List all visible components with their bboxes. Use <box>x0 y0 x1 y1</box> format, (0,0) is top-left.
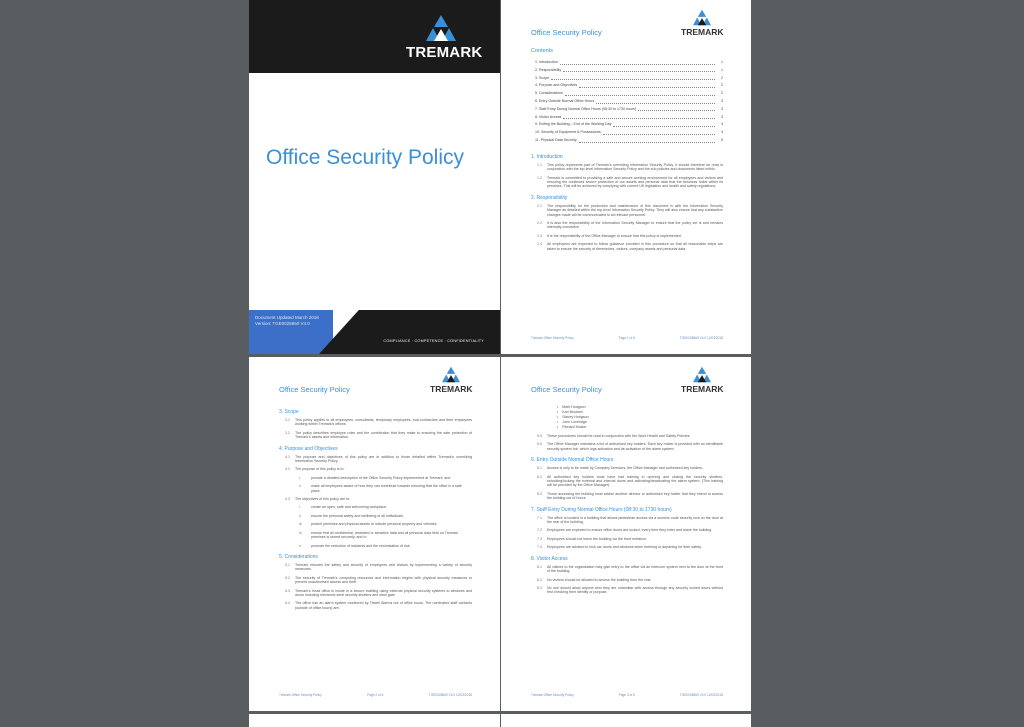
paragraph-text: Employees are advised to lock car doors and windows when entering or departing for their safety. <box>547 545 702 550</box>
paragraph-number: 1.1 <box>537 162 542 167</box>
sub-item-number: v. <box>299 543 302 548</box>
toc-item[interactable] <box>531 90 723 98</box>
page-header-logo <box>681 9 723 37</box>
paragraph <box>279 418 472 427</box>
contact-item: • John Loveridge <box>557 420 723 425</box>
paragraph-number: 3.1 <box>285 418 290 422</box>
contents-heading: Contents <box>531 48 554 54</box>
toc-item-page: 3 <box>721 98 723 103</box>
paragraph-text: The objectives of this policy are to: <box>295 497 351 502</box>
next-page-left <box>249 714 500 727</box>
toc-item[interactable] <box>531 98 723 106</box>
sub-item-number: i. <box>299 505 301 510</box>
paragraph-text: This policy represents part of Tremark's overriding Information Security Policy. It should therefore be read in conjunction with the top-level Information Security Policy and the sub policies and documents listed within. <box>547 162 723 172</box>
toc-item-page: 1 <box>721 67 723 72</box>
contact-list <box>531 405 723 430</box>
page-footer <box>279 693 472 697</box>
toc-item-label: 7. Staff Entry During Normal Office Hours (08:30 to 1730 hours) <box>535 106 637 111</box>
paragraph-number: 3.2 <box>285 430 290 435</box>
paragraph <box>531 466 723 470</box>
paragraph-text: No visitors should be allowed to access the building from the rear. <box>547 577 652 582</box>
toc-item-page: 2 <box>721 83 723 88</box>
paragraph <box>531 516 723 525</box>
cover-page <box>249 0 500 354</box>
page-header-brand: TREMARK <box>681 384 724 394</box>
tremark-logo-icon <box>426 14 456 42</box>
toc-item-label: 2. Responsibility <box>535 67 562 72</box>
paragraph-text: The security of Tremark's computing resources and information begins with physical security measures to prevent unauthorised access and theft. <box>295 575 472 585</box>
toc-item-page: 2 <box>721 75 723 80</box>
contact-item: • Mark Hodgson <box>557 405 723 410</box>
sub-item <box>299 476 472 480</box>
sub-item-text: protect premises and physical assets to include personal property and vehicles; <box>311 522 438 527</box>
paragraph-text: Those accessing the building must advise another director or authorised key holder that they intend to access the building out of hours. <box>547 491 723 501</box>
policy-page-3 <box>501 357 751 711</box>
paragraph-text: All authorised key holders must have had training in opening and closing the security shutters, unlocking/locking the external and internal doors and activating/deactivating the alarm system. (This training will be provided by the Office Manager). <box>547 474 723 488</box>
paragraph-number: 7.4 <box>537 545 542 550</box>
cover-logo <box>406 14 483 61</box>
paragraph-number: 8.3 <box>537 585 542 590</box>
paragraph-text: This policy applies to all employees, consultants, temporary employees, sub-contractors and their employees working within Tremark's offices. <box>295 418 472 427</box>
paragraph-number: 2.4 <box>537 242 542 247</box>
paragraph-text: Access is only to be made by Company Directors, the Office Manager and authorised key holders. <box>547 466 703 471</box>
footer-page-number: Page 3 of 6 <box>618 693 635 697</box>
sub-item-number: iv. <box>299 530 303 535</box>
paragraph-number: 2.3 <box>537 233 542 238</box>
toc-item[interactable] <box>531 114 723 122</box>
paragraph <box>531 492 723 501</box>
toc-item-label: 9. Exiting the Building – End of the Working Day <box>535 122 612 127</box>
page-header-title: Office Security Policy <box>279 385 350 394</box>
paragraph <box>531 163 723 172</box>
paragraph-text: Tremark is committed to providing a safe and secure working environment for all employees and visitors and ensuring the continued secure protection of our assets and personal data that the business holds within its premises. This will be achieved by complying with current UK legislation and health and safety regulations. <box>547 175 723 189</box>
toc-item-label: 11. Physical Data Security <box>535 137 577 142</box>
sub-item-text: create an open, safe and welcoming workplace; <box>311 505 387 510</box>
toc-leader <box>551 75 715 81</box>
cover-blue-block <box>249 310 333 354</box>
toc-item-page: 4 <box>721 122 723 127</box>
toc-leader <box>579 82 715 88</box>
paragraph <box>531 578 723 582</box>
sub-item <box>299 505 472 509</box>
page-body <box>279 403 472 614</box>
sub-item-text: promote the reduction of incidents and the minimisation of risk. <box>311 543 411 548</box>
paragraph-text: The Office Manager maintains a list of authorised key holders. Each key holder is provided with an identifiable security system fob, which logs activation and de-activation of the alarm system. <box>547 442 723 451</box>
sub-item-text: ensure that all confidential, restricted or sensitive data and all personal data held on Tremark premises is stored securely; and to <box>311 530 459 540</box>
toc-item-label: 6. Entry Outside Normal Office Hours <box>535 98 595 103</box>
sub-item-text: ensure the personal safety and wellbeing of all individuals; <box>311 513 404 518</box>
paragraph <box>279 455 472 464</box>
paragraph-number: 6.2 <box>537 474 542 479</box>
footer-page-number: Page 1 of 6 <box>618 336 635 340</box>
footer-page-number: Page 2 of 6 <box>367 693 384 697</box>
paragraph <box>531 528 723 532</box>
paragraph <box>531 204 723 217</box>
paragraph-number: 1.2 <box>537 175 542 180</box>
paragraph-number: 6.1 <box>537 466 542 471</box>
footer-version: TGE0028660 V4.0 12/03/2018 <box>428 693 472 697</box>
contents-page <box>501 0 751 354</box>
footer-doc-name: Tremark Office Security Policy <box>279 693 322 697</box>
page-header-logo <box>681 366 723 394</box>
page-body <box>531 405 723 599</box>
section-heading: 3. Scope <box>279 409 299 415</box>
paragraph <box>531 537 723 541</box>
policy-page-2 <box>249 357 500 711</box>
paragraph <box>531 242 723 251</box>
footer-doc-name: Tremark Office Security Policy <box>531 693 574 697</box>
toc-item[interactable] <box>531 129 723 137</box>
page-header-title: Office Security Policy <box>531 28 602 37</box>
sub-item <box>299 514 472 518</box>
page-footer <box>531 336 723 340</box>
paragraph-number: 8.2 <box>537 577 542 582</box>
toc-item-page: 3 <box>721 114 723 119</box>
paragraph <box>531 442 723 451</box>
page-header-brand: TREMARK <box>430 384 473 394</box>
paragraph-text: No one should allow anyone who they are unfamiliar with access through any security locked doors without first checking their identity or purpose. <box>547 585 723 595</box>
paragraph-number: 5.5 <box>537 434 542 438</box>
paragraph-text: Employees are expected to ensure office doors are locked, every time they enter and leave the building. <box>547 528 713 533</box>
paragraph-number: 7.3 <box>537 536 542 541</box>
cover-header-band <box>249 0 500 73</box>
toc-item[interactable] <box>531 67 723 75</box>
sub-item <box>299 522 472 526</box>
toc-item[interactable] <box>531 82 723 90</box>
toc-leader <box>603 129 715 135</box>
paragraph-text: Tremark's head office is inside in a secure building using external physical security systems to windows and doors including electronic steel security shutters and steel gate. <box>295 588 472 597</box>
tremark-logo-icon <box>442 366 460 383</box>
page-header-brand: TREMARK <box>681 27 724 37</box>
toc-item-label: 3. Scope <box>535 75 550 80</box>
paragraph <box>279 431 472 440</box>
paragraph-number: 7.2 <box>537 528 542 533</box>
toc-item-page: 1 <box>721 60 723 64</box>
section-heading: 5. Considerations <box>279 553 318 560</box>
cover-dark-block <box>319 310 500 354</box>
section-heading: 2. Responsibility <box>531 194 568 201</box>
section-heading: 1. Introduction <box>531 153 563 160</box>
contents-body <box>531 48 723 255</box>
paragraph-text: It is also the responsibility of the Information Security Manager to ensure that the policy set is and remains internally consistent. <box>547 221 723 230</box>
paragraph-number: 7.1 <box>537 515 542 520</box>
paragraph-number: 5.2 <box>285 575 290 580</box>
contact-item: • Karl Brookes <box>557 410 723 415</box>
sub-item-number: iii. <box>299 522 303 527</box>
paragraph <box>279 563 472 572</box>
paragraph-number: 5.1 <box>285 562 290 567</box>
toc-item-label: 8. Visitor Access <box>535 114 562 119</box>
paragraph-number: 8.1 <box>537 564 542 569</box>
toc-item-page: 4 <box>721 130 723 135</box>
toc-item-page: 5 <box>721 137 723 142</box>
cover-tagline: COMPLIANCE · COMPETENCE · CONFIDENTIALITY <box>383 339 484 343</box>
paragraph <box>279 467 472 471</box>
contact-item: • Stacey Hodgson <box>557 415 723 420</box>
toc-item-label: 5. Considerations <box>535 91 563 96</box>
toc-item-page: 3 <box>721 106 723 111</box>
cover-meta <box>255 315 319 327</box>
paragraph-number: 6.3 <box>537 491 542 496</box>
page-header-title: Office Security Policy <box>531 385 602 394</box>
paragraph-text: Tremark ensures the safety and security of employees and visitors by implementing a variety of security measures. <box>295 562 472 572</box>
paragraph <box>531 234 723 238</box>
section-heading: 6. Entry Outside Normal Office Hours <box>531 457 614 464</box>
paragraph-text: All employees are expected to follow guidance provided in this procedure so that all reasonable steps are taken to ensure the security of themselves, visitors, company assets and personal data. <box>547 242 723 251</box>
section-heading: 4. Purpose and Objectives <box>279 445 338 452</box>
paragraph-text: The office has an alarm system monitored by Tisdell Alarms out of office hours. The nominated staff contacts (outside of office hours) are: <box>295 601 472 610</box>
paragraph-text: The office is located in a building that allows pedestrian access via a numeric code security lock on the door at the rear of the building. <box>547 515 723 525</box>
cover-title: Office Security Policy <box>266 146 465 169</box>
toc-leader <box>563 67 715 73</box>
cover-meta-updated: Document Updated March 2018 <box>255 315 319 320</box>
toc-item-label: 1. Introduction <box>535 60 558 64</box>
paragraph <box>531 565 723 574</box>
toc-item[interactable] <box>531 59 723 67</box>
paragraph <box>279 589 472 598</box>
section-heading: 7. Staff Entry During Normal Office Hours (08:30 to 1730 hours) <box>531 506 672 513</box>
paragraph-text: Employees should not leave the building via the front entrance. <box>547 536 648 541</box>
paragraph-number: 5.4 <box>285 601 290 606</box>
paragraph <box>531 545 723 549</box>
paragraph <box>531 176 723 189</box>
paragraph-text: The responsibility for the production and maintenance of this document is with the Information Security Manager as detailed within the top-level Information Security Policy. They will also ensure that any substantive changes made will be communicated to all relevant personnel. <box>547 203 723 217</box>
sub-item <box>299 484 472 493</box>
toc-item[interactable] <box>531 75 723 83</box>
paragraph <box>531 434 723 438</box>
paragraph-text: These procedures should be read in conjunction with the Work Health and Safety Policies. <box>547 434 691 438</box>
toc-leader <box>613 121 715 127</box>
sub-item-text: make all employees aware of how they can contribute towards ensuring that the office is a safe place. <box>311 484 462 493</box>
paragraph-text: It is the responsibility of the Office Manager to ensure that this policy is implemented. <box>547 233 682 238</box>
next-page-right <box>501 714 751 727</box>
paragraph-number: 4.3 <box>285 497 290 502</box>
page-footer <box>531 693 723 697</box>
tremark-logo-icon <box>693 366 711 383</box>
sub-item <box>299 531 472 540</box>
toc-leader <box>560 59 715 65</box>
tremark-logo-icon <box>693 9 711 26</box>
toc-leader <box>638 106 715 112</box>
paragraph-text: The purpose of this policy is to: <box>295 467 345 472</box>
paragraph-number: 2.1 <box>537 203 542 208</box>
footer-doc-name: Tremark Office Security Policy <box>531 336 574 340</box>
cover-footer-band <box>249 310 500 354</box>
paragraph-text: All visitors to the organisation may gain entry to the office via an intercom system next to the door at the front of the building. <box>547 564 723 574</box>
sub-item-number: ii. <box>299 484 302 489</box>
paragraph-text: The policy describes employee roles and the contribution that they make to ensuring the safe protection of Tremark's assets and information. <box>295 430 472 440</box>
toc-leader <box>596 98 715 104</box>
paragraph-text: The purpose and objectives of this policy are in addition to those detailed within Tremark's overriding Information Security Policy. <box>295 454 472 464</box>
sub-item-text: provide a detailed description of the Office Security Policy implemented at Tremark; and <box>311 475 451 480</box>
paragraph <box>279 601 472 610</box>
footer-version: TGE0028660 V4.0 12/03/2018 <box>679 336 723 340</box>
toc-leader <box>563 114 715 120</box>
toc-item-page: 2 <box>721 91 723 96</box>
toc-item-label: 10. Security of Equipment & Possessions <box>535 130 601 135</box>
table-of-contents <box>531 59 723 145</box>
cover-brand-name: TREMARK <box>406 44 483 61</box>
paragraph <box>531 475 723 488</box>
paragraph-number: 4.1 <box>285 454 290 459</box>
toc-item[interactable] <box>531 121 723 129</box>
cover-meta-version: Version: TGE0028660 V4.0 <box>255 321 310 326</box>
paragraph <box>531 586 723 595</box>
paragraph-number: 5.6 <box>537 442 542 447</box>
toc-item-label: 4. Purpose and Objectives <box>535 83 578 88</box>
toc-item[interactable] <box>531 106 723 114</box>
toc-leader <box>565 90 715 96</box>
sub-item-number: i. <box>299 475 301 480</box>
toc-leader <box>579 137 715 143</box>
sub-item <box>299 544 472 548</box>
page-header-logo <box>430 366 472 394</box>
paragraph-number: 5.3 <box>285 588 290 593</box>
paragraph-number: 2.2 <box>537 221 542 226</box>
paragraph-number: 4.2 <box>285 467 290 472</box>
section-heading: 8. Visitor Access <box>531 555 568 562</box>
toc-item[interactable] <box>531 137 723 145</box>
contact-item: • Richard Mosler <box>557 425 723 430</box>
footer-version: TGE0028660 V4.0 12/03/2018 <box>679 693 723 697</box>
paragraph <box>531 221 723 230</box>
sub-item-number: ii. <box>299 513 302 518</box>
paragraph <box>279 497 472 501</box>
paragraph <box>279 576 472 585</box>
